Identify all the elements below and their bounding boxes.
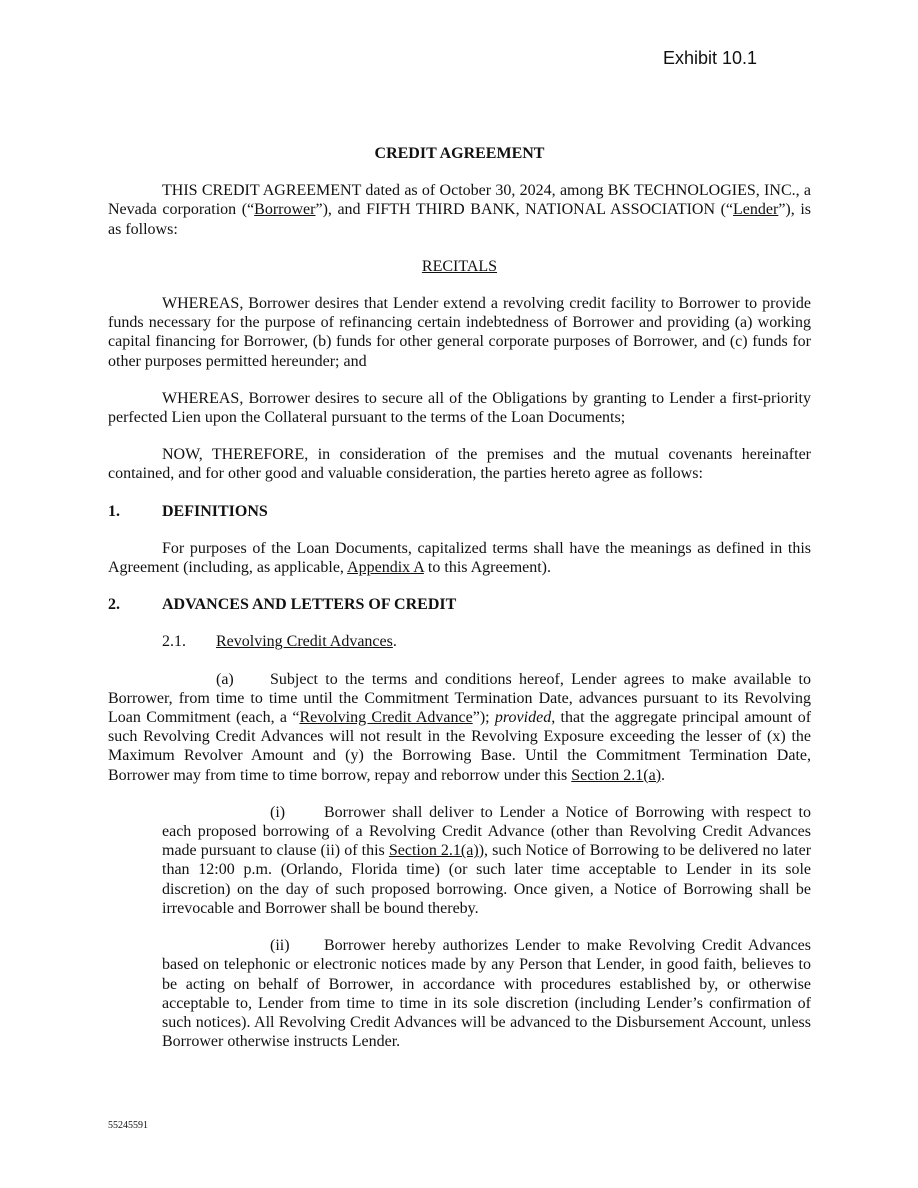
clause-a-paragraph [108, 670, 811, 785]
document-body [108, 144, 811, 1051]
section-1-heading [108, 502, 811, 521]
section-1-number: 1. [108, 502, 120, 520]
section-1-paragraph [108, 539, 811, 577]
clause-a-label: (a) [216, 670, 234, 688]
clause-ii-label: (ii) [270, 937, 290, 955]
recital-paragraph-3: NOW, THEREFORE, in consideration of the premises and the mutual covenants hereinafter contained, and for other good and valuable consideration, the parties hereto agree as follows: [108, 446, 811, 483]
subsection-2-1-number: 2.1. [162, 633, 186, 651]
defined-term-borrower: Borrower [254, 201, 316, 219]
exhibit-label: Exhibit 10.1 [663, 48, 758, 68]
subsection-2-1-title: Revolving Credit Advances [216, 633, 393, 651]
clause-i-text-1: Borrower shall deliver to Lender a Notice of Borrowing with respect to each proposed borrowing of a Revolving Credit Advance (other than Revolving Credit Advances made pursuant to clause (ii) of this [162, 803, 811, 860]
defined-term-lender: Lender [733, 201, 779, 219]
recital-paragraph-2: WHEREAS, Borrower desires to secure all of the Obligations by granting to Lender a first-priority perfected Lien upon the Collateral pursuant to the terms of the Loan Documents; [108, 389, 811, 427]
clause-a-text-1: Subject to the terms and conditions hereof, Lender agrees to make available to Borrower, from time to time until the Commitment Termination Date, advances pursuant to its Revolving Loan Commitment (each, a “ [108, 670, 811, 727]
recital-paragraph-1: WHEREAS, Borrower desires that Lender extend a revolving credit facility to Borrower to provide funds necessary for the purpose of refinancing certain indebtedness of Borrower and providing (a) working capital financing for Borrower, (b) funds for other general corporate purposes of Borrower, and (c) funds for other purposes permitted hereunder; and [108, 295, 811, 370]
intro-paragraph [108, 181, 811, 239]
section-2-title: ADVANCES AND LETTERS OF CREDIT [162, 596, 457, 614]
recitals-heading: RECITALS [421, 257, 498, 275]
section-1-text-b: to this Agreement). [423, 559, 552, 577]
section-2-number: 2. [108, 596, 120, 614]
section-1-title: DEFINITIONS [162, 502, 268, 520]
clause-a-text-3: , that the aggregate principal amount of such Revolving Credit Advances will not result in the Revolving Exposure exceeding the lesser of (x) the Maximum Revolver Amount and (y) the Borrowing Base. Until the Commitment Termination Date, Borrower may from time to time borrow, repay and reborrow under this [108, 709, 812, 784]
intro-text-a: THIS CREDIT AGREEMENT dated as of October 30, 2024, among BK TECHNOLOGIES, INC., a Nevada corporation (“ [108, 182, 811, 219]
intro-text-b: ”), and FIFTH THIRD BANK, NATIONAL ASSOCIATION (“ [315, 201, 734, 219]
provided-term: provided [494, 709, 552, 727]
document-title: CREDIT AGREEMENT [374, 145, 545, 162]
subsection-2-1-heading [108, 632, 811, 651]
subsection-2-1-period: . [392, 633, 397, 651]
appendix-a-reference: Appendix A [347, 559, 424, 577]
clause-i-label: (i) [270, 803, 286, 821]
section-2-heading [108, 595, 811, 614]
intro-text-c: ”), is as follows: [108, 201, 811, 238]
clause-ii-text-1: Borrower hereby authorizes Lender to make Revolving Credit Advances based on telephonic or electronic notices made by any Person that Lender, in good faith, believes to be acting on behalf of Borrower, in accordance with procedures established by, or otherwise acceptable to, Lender from time to time in its sole discretion (including Lender’s confirmation of such notices). All Revolving Credit Advances will be advanced to the Disbursement Account, unless Borrower otherwise instructs Lender. [162, 937, 811, 1051]
section-2-1-a-reference-2: Section 2.1(a) [388, 842, 479, 860]
defined-term-revolving-credit-advance: Revolving Credit Advance [299, 709, 473, 727]
clause-ii-paragraph [108, 936, 811, 1051]
clause-a-text-2: ”); [472, 709, 495, 727]
document-id-footer: 55245591 [108, 1120, 148, 1131]
clause-a-text-4: . [661, 766, 666, 784]
section-1-text-a: For purposes of the Loan Documents, capitalized terms shall have the meanings as defined in this Agreement (including, as applicable, [108, 539, 811, 577]
clause-i-paragraph [108, 803, 811, 918]
section-2-1-a-reference: Section 2.1(a) [571, 766, 662, 784]
clause-i-text-2: ), such Notice of Borrowing to be delivered no later than 12:00 p.m. (Orlando, Florida time) (or such later time acceptable to Lender in its sole discretion) on the day of such proposed borrowing. Once given, a Notice of Borrowing shall be irrevocable and Borrower shall be bound thereby. [162, 842, 812, 917]
